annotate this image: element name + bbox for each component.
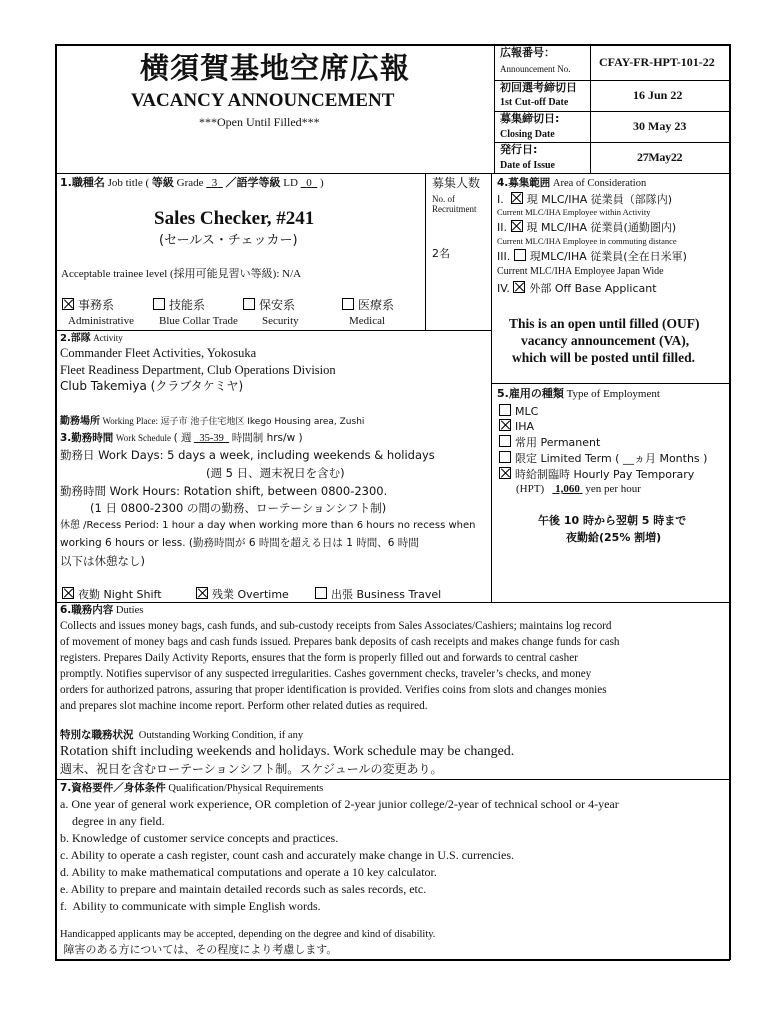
meta-value: 30 May 23 <box>633 119 687 133</box>
meta-label-jp: 発行日: <box>500 143 538 156</box>
meta-label-jp: 広報番号： <box>500 46 555 59</box>
meta-label-en: Date of Issue <box>500 160 555 171</box>
checkbox-checked[interactable] <box>62 298 74 310</box>
work-hours-jp: (1 日 0800-2300 の間の勤務、ローテーションシフト制) <box>90 501 387 515</box>
col-divider-main <box>491 173 492 602</box>
checkbox-unchecked[interactable] <box>315 587 327 599</box>
duties-line: orders for authorized patrons, assuring that proper identification is provided. Verifies coins from slots and changes monies <box>60 684 607 696</box>
night-pay-line-2: 夜勤給(25% 割増) <box>566 531 662 544</box>
meta-value: 27May22 <box>637 150 683 164</box>
job-title-jp: 1.職種名 <box>60 176 105 189</box>
col-divider-recruit <box>425 173 426 330</box>
duties-line: promptly. Notifies supervisor of any suspected irregularities. Cashes government checks, traveler’s checks, and money <box>60 668 592 680</box>
checkbox-checked[interactable] <box>62 587 74 599</box>
checkbox-unchecked[interactable] <box>243 298 255 310</box>
meta-label-en: Closing Date <box>500 129 555 140</box>
frame-left <box>55 44 57 960</box>
subtitle: ***Open Until Filled*** <box>199 115 320 129</box>
meta-label-jp: 初回選考締切日 <box>500 81 577 94</box>
checkbox-unchecked[interactable] <box>514 249 526 261</box>
row-divider-5 <box>491 383 730 384</box>
job-title-line <box>60 177 324 190</box>
job-name: Sales Checker, #241 <box>154 208 315 229</box>
working-condition-heading: 特別な職務状況 Outstanding Working Condition, if any <box>60 729 304 741</box>
frame-right <box>729 44 731 960</box>
checkbox-checked[interactable] <box>196 587 208 599</box>
meta-value: 16 Jun 22 <box>633 88 683 102</box>
work-days: 勤務日 Work Days: 5 days a week, including weekends & holidays <box>60 448 435 462</box>
meta-divider-v <box>590 44 591 174</box>
ld-jp: ／語学等級 <box>225 176 281 189</box>
ld-en: LD <box>283 177 298 189</box>
area-item-sub: Current MLC/IHA Employee within Activity <box>497 207 651 217</box>
checkbox-unchecked[interactable] <box>499 451 511 463</box>
work-hours: 勤務時間 Work Hours: Rotation shift, between 0800-2300. <box>60 484 388 498</box>
category-blue-collar[interactable]: 技能系 <box>153 298 205 313</box>
activity-line-1: Commander Fleet Activities, Yokosuka <box>60 346 257 360</box>
job-title-en: Job title ( <box>107 177 150 189</box>
checkbox-unchecked[interactable] <box>499 435 511 447</box>
recess-line-2: working 6 hours or less. (勤務時間が 6 時間を超える日は 1 時間、6 時間 <box>60 537 419 549</box>
area-heading: 4.募集範囲 Area of Consideration <box>497 177 647 189</box>
recruitment-label-en1: No. of <box>432 194 455 204</box>
area-item-sub: Current MLC/IHA Employee Japan Wide <box>497 266 664 277</box>
grade-jp: 等級 <box>151 176 174 189</box>
meta-label-jp: 募集締切日: <box>500 112 560 125</box>
duties-line: Collects and issues money bags, cash funds, and sub-custody receipts from Sales Associates/Cashiers; maintains log record <box>60 620 612 632</box>
job-title-end: ) <box>319 177 324 189</box>
category-administrative-en: Administrative <box>68 315 134 327</box>
qualification-item: c. Ability to operate a cash register, count cash and accurately make change in U.S. currencies. <box>60 848 515 862</box>
weekly-hours: 35-39 <box>199 433 224 444</box>
checkbox-checked[interactable] <box>499 467 511 479</box>
ld-value: 0 <box>306 177 312 189</box>
qualifications-heading: 7.資格要件／身体条件 Qualification/Physical Requirements <box>60 782 324 794</box>
job-name-jp: (セールス・チェッカー) <box>159 233 298 248</box>
row-divider-7 <box>55 779 730 780</box>
frame-top <box>55 44 730 46</box>
checkbox-checked[interactable] <box>499 419 511 431</box>
recruitment-count: 2名 <box>432 247 450 260</box>
employment-iha[interactable]: IHA <box>499 419 534 434</box>
flag-business-travel[interactable]: 出張 Business Travel <box>315 587 441 602</box>
duties-heading: 6.職務内容 Duties <box>60 604 144 616</box>
meta-label-en: 1st Cut-off Date <box>500 97 569 108</box>
flag-night-shift[interactable]: 夜勤 Night Shift <box>62 587 162 602</box>
qualification-item: a. One year of general work experience, OR completion of 2-year junior college/2-year of technical school or 4-year <box>60 797 619 811</box>
checkbox-checked[interactable] <box>511 220 523 232</box>
category-security-en: Security <box>262 315 299 327</box>
working-place: 勤務場所 Working Place: 逗子市 池子住宅地区 Ikego Housing area, Zushi <box>60 416 365 427</box>
hourly-rate: (HPT) 1,060 yen per hour <box>516 483 641 495</box>
schedule-heading: 3.勤務時間 Work Schedule ( 週 35-39 時間制 hrs/w ) <box>60 432 303 444</box>
trainee-level: Acceptable trainee level (採用可能見習い等級): N/A <box>61 268 302 280</box>
ouf-line-1: This is an open until filled (OUF) <box>509 316 700 331</box>
grade-en: Grade <box>176 177 204 189</box>
qualification-item: degree in any field. <box>60 814 165 828</box>
category-medical-en: Medical <box>349 315 386 327</box>
rate-value: 1,060 <box>555 483 580 495</box>
activity-heading: 2.部隊 Activity <box>60 333 123 344</box>
category-administrative[interactable]: 事務系 <box>62 298 114 313</box>
ouf-line-2: vacancy announcement (VA), <box>521 333 690 348</box>
employment-heading: 5.雇用の種類 Type of Employment <box>497 387 660 400</box>
employment-permanent[interactable]: 常用 Permanent <box>499 435 600 450</box>
checkbox-unchecked[interactable] <box>153 298 165 310</box>
qualification-item: f. Ability to communicate with simple English words. <box>60 899 321 913</box>
title-jp: 横須賀基地空席広報 <box>140 51 411 85</box>
employment-limited[interactable]: 限定 Limited Term ( __ヵ月 Months ) <box>499 451 707 466</box>
title-en: VACANCY ANNOUNCEMENT <box>131 90 395 111</box>
working-condition-line-1: Rotation shift including weekends and holidays. Work schedule may be changed. <box>60 744 515 759</box>
handicap-en: Handicapped applicants may be accepted, depending on the degree and kind of disability. <box>60 929 436 940</box>
checkbox-checked[interactable] <box>513 281 525 293</box>
duties-line: registers. Prepares Daily Activity Reports, ensures that the form is properly filled out and forwards to central casher <box>60 652 578 664</box>
header-bottom <box>55 173 730 174</box>
employment-hpt[interactable]: 時給制臨時 Hourly Pay Temporary <box>499 467 694 482</box>
header-divider-v <box>494 44 495 174</box>
meta-value: CFAY-FR-HPT-101-22 <box>599 55 715 69</box>
activity-line-3: Club Takemiya (クラブタケミヤ) <box>60 379 244 393</box>
ouf-line-3: which will be posted until filled. <box>512 350 696 365</box>
category-medical[interactable]: 医療系 <box>342 298 394 313</box>
recruitment-label-jp: 募集人数 <box>432 176 481 190</box>
recruitment-label-en2: Recruitment <box>432 204 477 214</box>
row-divider-6 <box>55 602 730 603</box>
qualification-item: b. Knowledge of customer service concepts and practices. <box>60 831 339 845</box>
duties-line: and prepares slot machine income report. Perform other related duties as required. <box>60 700 428 712</box>
grade-value: 3 <box>211 177 218 189</box>
area-item-sub: Current MLC/IHA Employee in commuting distance <box>497 236 677 246</box>
qualification-item: e. Ability to prepare and maintain detailed records such as sales records, etc. <box>60 882 427 896</box>
working-condition-line-2: 週末、祝日を含むローテーションシフト制。スケジュールの変更あり。 <box>60 762 443 776</box>
meta-label-en: Announcement No. <box>500 64 571 74</box>
checkbox-unchecked[interactable] <box>342 298 354 310</box>
handicap-jp: 障害のある方については、その程度により考慮します。 <box>60 943 338 956</box>
checkbox-unchecked[interactable] <box>499 404 511 416</box>
recess-line-1: 休憩 /Recess Period: 1 hour a day when working more than 6 hours no recess when <box>60 520 476 531</box>
activity-line-2: Fleet Readiness Department, Club Operations Division <box>60 363 336 377</box>
recess-line-3: 以下は休憩なし) <box>60 554 145 568</box>
flag-overtime[interactable]: 残業 Overtime <box>196 587 289 602</box>
employment-mlc[interactable]: MLC <box>499 404 538 419</box>
category-blue-collar-en: Blue Collar Trade <box>159 315 238 327</box>
night-pay-line-1: 午後 10 時から翌朝 5 時まで <box>538 514 687 527</box>
work-days-jp: (週 5 日、週末祝日を含む) <box>206 466 345 480</box>
duties-line: of movement of money bags and cash funds issued. Prepares bank deposits of cash receipts and makes change funds for cash <box>60 636 620 648</box>
checkbox-checked[interactable] <box>511 192 523 204</box>
qualification-item: d. Ability to make mathematical computations and operate a 10 key calculator. <box>60 865 437 879</box>
row-divider-2 <box>55 330 492 331</box>
category-security[interactable]: 保安系 <box>243 298 295 313</box>
frame-bottom <box>55 959 730 961</box>
